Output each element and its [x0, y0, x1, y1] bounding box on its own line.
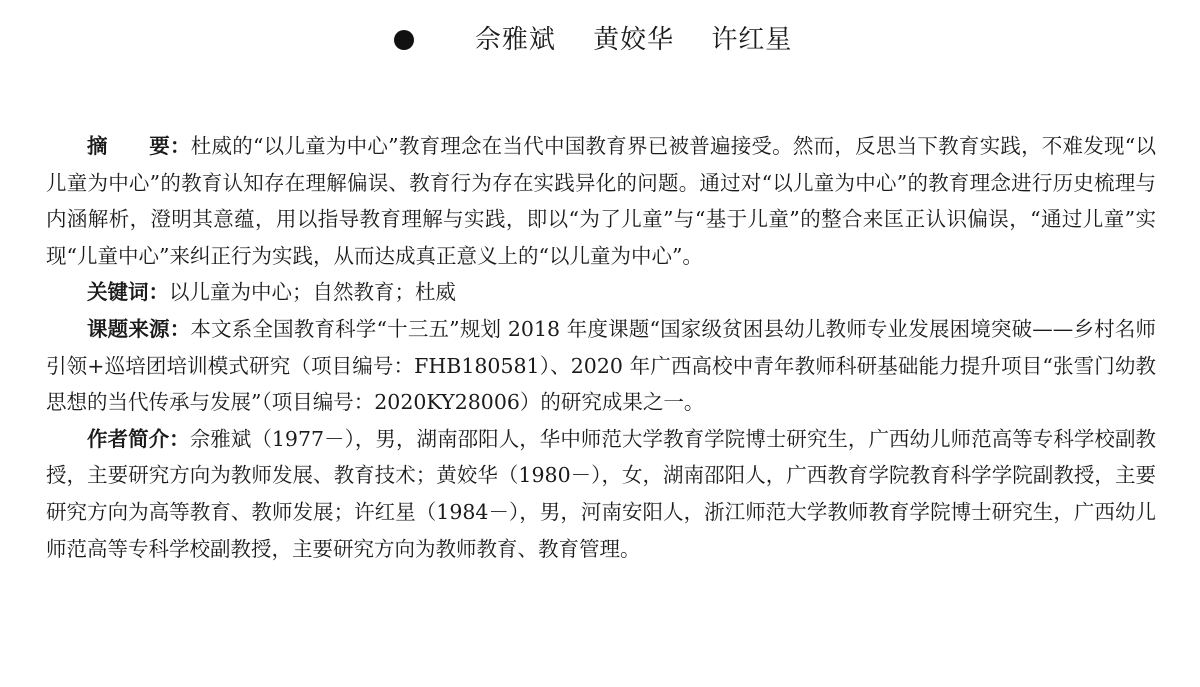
author-line [0, 20, 1200, 60]
author-name-3: 许红星 [711, 25, 793, 55]
author-info-label: 作者简介： [87, 426, 190, 451]
funding-text: 本文系全国教育科学“十三五”规划 2018 年度课题“国家级贫困县幼儿教师专业发展困境突破——乡村名师引领+巡培团培训模式研究（项目编号：FHB180581）、2020 年广西高校中青年教师科研基础能力提升项目“张雪门幼教思想的当代传承与发展”（项目编号：2020KY28006）的研究成果之一。 [46, 316, 1156, 415]
abstract-paragraph [46, 128, 1156, 274]
funding-label: 课题来源： [87, 316, 191, 341]
author-info-paragraph [46, 421, 1156, 567]
funding-paragraph [46, 311, 1156, 421]
author-name-1: 佘雅斌 [474, 25, 556, 55]
article-front-matter [46, 128, 1156, 567]
author-info-text: 佘雅斌（1977－），男，湖南邵阳人，华中师范大学教育学院博士研究生，广西幼儿师范高等专科学校副教授，主要研究方向为教师发展、教育技术；黄姣华（1980－），女，湖南邵阳人，广西教育学院教育科学学院副教授，主要研究方向为高等教育、教师发展；许红星（1984－），男，河南安阳人，浙江师范大学教师教育学院博士研究生，广西幼儿师范高等专科学校副教授，主要研究方向为教师教育、教育管理。 [46, 426, 1157, 561]
abstract-label: 摘 要： [87, 134, 191, 158]
keywords-text: 以儿童为中心；自然教育；杜威 [169, 280, 456, 305]
keywords-paragraph [46, 274, 1156, 311]
bullet-icon [394, 30, 414, 50]
abstract-text: 杜威的“以儿童为中心”教育理念在当代中国教育界已被普遍接受。然而，反思当下教育实践，不难发现“以儿童为中心”的教育认知存在理解偏误、教育行为存在实践异化的问题。通过对“以儿童为中心”的教育理念进行历史梳理与内涵解析，澄明其意蕴，用以指导教育理解与实践，即以“为了儿童”与“基于儿童”的整合来匡正认识偏误，“通过儿童”实现“儿童中心”来纠正行为实践，从而达成真正意义上的“以儿童为中心”。 [46, 134, 1156, 268]
author-name-2: 黄姣华 [593, 25, 675, 55]
keywords-label: 关键词： [87, 280, 169, 305]
